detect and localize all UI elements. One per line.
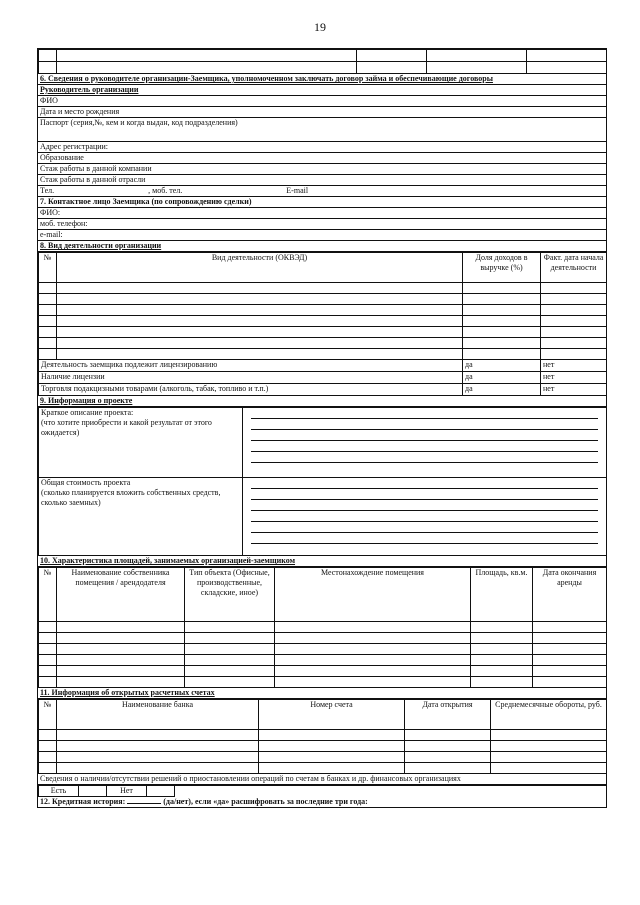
s8-title: 8. Вид деятельности организации [38,241,606,252]
col-owner: Наименование собственника помещения / арендодателя [57,568,185,622]
no-2: нет [541,372,607,384]
questionnaire-form [37,48,607,808]
col-no: № [39,253,57,283]
col-share: Доля доходов в выручке (%) [463,253,541,283]
s6-dob: Дата и место рождения [38,107,606,118]
activity-table [38,252,607,396]
s6-email: E-mail [286,186,309,195]
excise-q: Торговля подакцизными товарами (алкоголь, табак, топливо и т.п.) [39,384,463,396]
col-lease-end: Дата окончания аренды [533,568,607,622]
license-required-q: Деятельность заемщика подлежит лицензированию [39,360,463,372]
s7-title: 7. Контактное лицо Заемщика (по сопровождению сделки) [38,197,606,208]
col-no: № [39,568,57,622]
yes-1: да [463,360,541,372]
suspension-table [38,785,607,797]
col-bank: Наименование банка [57,700,259,730]
s6-exp-company: Стаж работы в данной компании [38,164,606,175]
s6-contacts [38,186,606,197]
s6-mob: , моб. тел. [148,186,183,195]
s10-title: 10. Характеристика площадей, занимаемых организацией-заемщиком [38,556,606,567]
s6-title: 6. Сведения о руководителе организации-Заемщика, уполномоченном заключать договор займа и обеспечивающие договоры [38,74,606,85]
col-start-date: Факт. дата начала деятельности [541,253,607,283]
project-desc-lines [243,408,607,478]
s11-title: 11. Информация об открытых расчетных счетах [38,688,606,699]
exists-checkbox[interactable] [79,786,107,797]
exists-label: Есть [39,786,79,797]
col-account: Номер счета [259,700,405,730]
s7-email: e-mail: [38,230,606,241]
carryover-table [38,49,607,74]
col-no: № [39,700,57,730]
s7-mob: моб. телефон: [38,219,606,230]
s12-rest: (да/нет), если «да» расшифровать за последние три года: [163,797,368,806]
accounts-table [38,699,607,774]
project-cost-label: Общая стоимость проекта (сколько планируется вложить собственных средств, сколько заемных) [39,478,243,556]
col-type: Тип объекта (Офисные, производственные, складские, иное) [185,568,275,622]
suspension-q: Сведения о наличии/отсутствии решений о приостановлении операций по счетам в банках и др. финансовых организациях [38,774,606,785]
page-number: 19 [314,20,326,34]
none-checkbox[interactable] [147,786,175,797]
col-location: Местонахождение помещения [275,568,471,622]
yes-3: да [463,384,541,396]
s12-row [38,797,606,807]
s6-subtitle: Руководитель организации [38,85,606,96]
s12-answer-field[interactable] [127,803,161,804]
no-3: нет [541,384,607,396]
col-opened: Дата открытия [405,700,491,730]
project-cost-lines [243,478,607,556]
license-q: Наличие лицензии [39,372,463,384]
s6-education: Образование [38,153,606,164]
s12-title: 12. Кредитная история: [40,797,126,806]
s6-fio: ФИО [38,96,606,107]
col-area: Площадь, кв.м. [471,568,533,622]
col-activity: Вид деятельности (ОКВЭД) [57,253,463,283]
s9-title: 9. Информация о проекте [38,396,606,407]
s6-exp-industry: Стаж работы в данной отрасли [38,175,606,186]
project-desc-label: Краткое описание проекта: (что хотите приобрести и какой результат от этого ожидается) [39,408,243,478]
yes-2: да [463,372,541,384]
s6-tel: Тел. [40,186,55,195]
project-table [38,407,607,556]
no-1: нет [541,360,607,372]
s7-fio: ФИО: [38,208,606,219]
s6-address: Адрес регистрации: [38,142,606,153]
premises-table [38,567,607,688]
col-turnover: Среднемесячные обороты, руб. [491,700,607,730]
none-label: Нет [107,786,147,797]
s6-passport: Паспорт (серия,№, кем и когда выдан, код подразделения) [38,118,606,142]
